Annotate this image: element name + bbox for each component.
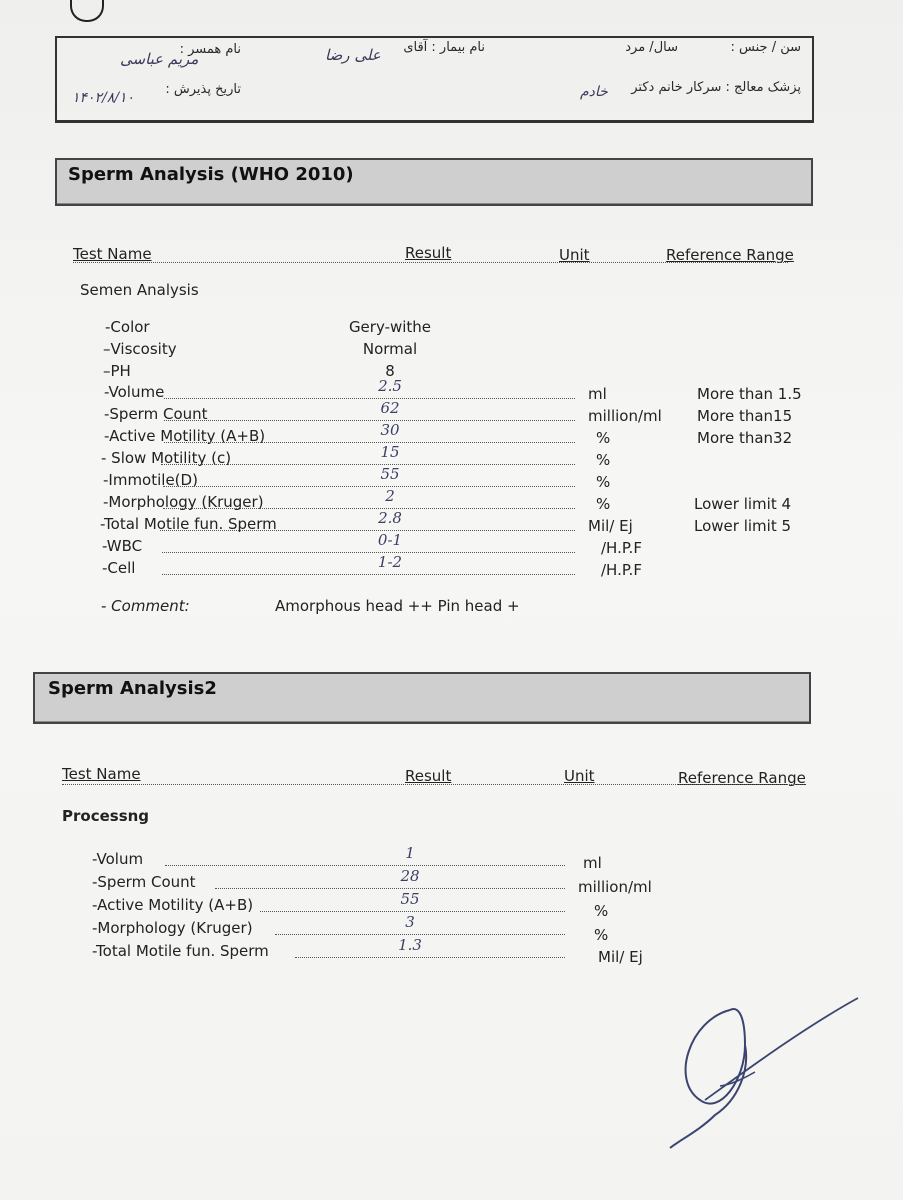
unit-value: % bbox=[596, 495, 611, 513]
test-name: -Immotile(D) bbox=[103, 471, 198, 489]
test-name: -Active Motility (A+B) bbox=[104, 427, 266, 445]
reference-range: More than32 bbox=[697, 429, 793, 447]
unit-value: % bbox=[596, 451, 611, 469]
test-name: -Morphology (Kruger) bbox=[103, 493, 264, 511]
result-value: 3 bbox=[405, 913, 415, 931]
unit-value: Mil/ Ej bbox=[598, 948, 643, 966]
admission-label: تاریخ پذیرش : bbox=[165, 82, 241, 97]
result-value: 30 bbox=[380, 421, 400, 439]
result-value: 2.5 bbox=[378, 377, 402, 395]
unit-value: ml bbox=[583, 854, 602, 872]
result-value: 2.8 bbox=[378, 509, 402, 527]
test-name: -Color bbox=[105, 318, 150, 336]
reference-range: More than15 bbox=[697, 407, 793, 425]
result-value: 1-2 bbox=[377, 553, 403, 571]
section2-col-result: Result bbox=[405, 767, 452, 785]
leader-dots bbox=[215, 888, 565, 889]
result-value: 55 bbox=[380, 465, 400, 483]
result-value: Normal bbox=[362, 340, 418, 358]
test-name: -Sperm Count bbox=[92, 873, 196, 891]
result-value: 0-1 bbox=[377, 531, 403, 549]
unit-value: Mil/ Ej bbox=[588, 517, 633, 535]
leader-dots bbox=[295, 957, 565, 958]
test-name: -WBC bbox=[102, 537, 143, 555]
signature-mark bbox=[660, 990, 870, 1160]
unit-value: million/ml bbox=[588, 407, 662, 425]
test-name: -Morphology (Kruger) bbox=[92, 919, 253, 937]
comment-value: Amorphous head ++ Pin head + bbox=[275, 597, 520, 615]
age-sex-label: سن / جنس : bbox=[730, 40, 801, 55]
test-name: - Slow Motility (c) bbox=[101, 449, 232, 467]
unit-value: /H.P.F bbox=[601, 539, 642, 557]
age-sex-value: سال/ مرد bbox=[625, 40, 678, 55]
result-value: 1.3 bbox=[398, 936, 422, 954]
test-name: -Active Motility (A+B) bbox=[92, 896, 254, 914]
leader-dots bbox=[162, 574, 575, 575]
test-name: –Viscosity bbox=[103, 340, 177, 358]
leader-dots bbox=[165, 865, 565, 866]
spouse-label: نام همسر : bbox=[179, 42, 241, 57]
section2-title: Sperm Analysis2 bbox=[48, 678, 217, 699]
section2-col-unit: Unit bbox=[564, 767, 595, 785]
section1-group-label: Semen Analysis bbox=[80, 281, 199, 299]
result-value: 1 bbox=[405, 844, 415, 862]
result-value: 62 bbox=[380, 399, 400, 417]
admission-date: ۱۴۰۲/۸/۱۰ bbox=[72, 90, 135, 106]
section2-header-rule bbox=[62, 784, 804, 785]
patient-name-label: نام بیمار : آقای bbox=[403, 40, 485, 55]
test-name: -Total Motile fun. Sperm bbox=[100, 515, 277, 533]
unit-value: % bbox=[596, 429, 611, 447]
comment-label: - Comment: bbox=[101, 597, 190, 615]
spouse-value: مریم عباسی bbox=[120, 50, 199, 68]
result-value: 15 bbox=[380, 443, 400, 461]
reference-range: Lower limit 4 bbox=[694, 495, 792, 513]
page-number-mark bbox=[70, 0, 104, 22]
section1-col-test-name: Test Name bbox=[73, 245, 152, 263]
unit-value: % bbox=[596, 473, 611, 491]
result-value: Gery-withe bbox=[348, 318, 432, 336]
leader-dots bbox=[275, 934, 565, 935]
section1-header-rule bbox=[73, 262, 788, 263]
unit-value: ml bbox=[588, 385, 607, 403]
unit-value: /H.P.F bbox=[601, 561, 642, 579]
test-name: –PH bbox=[103, 362, 131, 380]
patient-name-value: علی رضا bbox=[325, 46, 381, 64]
test-name: -Sperm Count bbox=[104, 405, 208, 423]
leader-dots bbox=[260, 911, 565, 912]
section1-col-result: Result bbox=[405, 244, 452, 262]
test-name: -Cell bbox=[102, 559, 136, 577]
reference-range: More than 1.5 bbox=[697, 385, 802, 403]
test-name: -Volum bbox=[92, 850, 144, 868]
section1-title: Sperm Analysis (WHO 2010) bbox=[68, 164, 354, 185]
section2-col-reference-range: Reference Range bbox=[678, 769, 806, 787]
section1-col-reference-range: Reference Range bbox=[666, 246, 794, 264]
result-value: 8 bbox=[385, 362, 395, 380]
reference-range: Lower limit 5 bbox=[694, 517, 792, 535]
test-name: -Total Motile fun. Sperm bbox=[92, 942, 269, 960]
section2-group-label: Processng bbox=[62, 807, 150, 825]
doctor-value: خادم bbox=[580, 84, 608, 100]
doctor-label: پزشک معالج : سرکار خانم دکتر bbox=[631, 80, 801, 95]
unit-value: % bbox=[594, 902, 609, 920]
result-value: 2 bbox=[385, 487, 395, 505]
unit-value: % bbox=[594, 926, 609, 944]
result-value: 28 bbox=[400, 867, 420, 885]
section2-col-test-name: Test Name bbox=[62, 765, 141, 783]
unit-value: million/ml bbox=[578, 878, 652, 896]
section1-col-unit: Unit bbox=[559, 246, 590, 264]
test-name: -Volume bbox=[104, 383, 165, 401]
result-value: 55 bbox=[400, 890, 420, 908]
